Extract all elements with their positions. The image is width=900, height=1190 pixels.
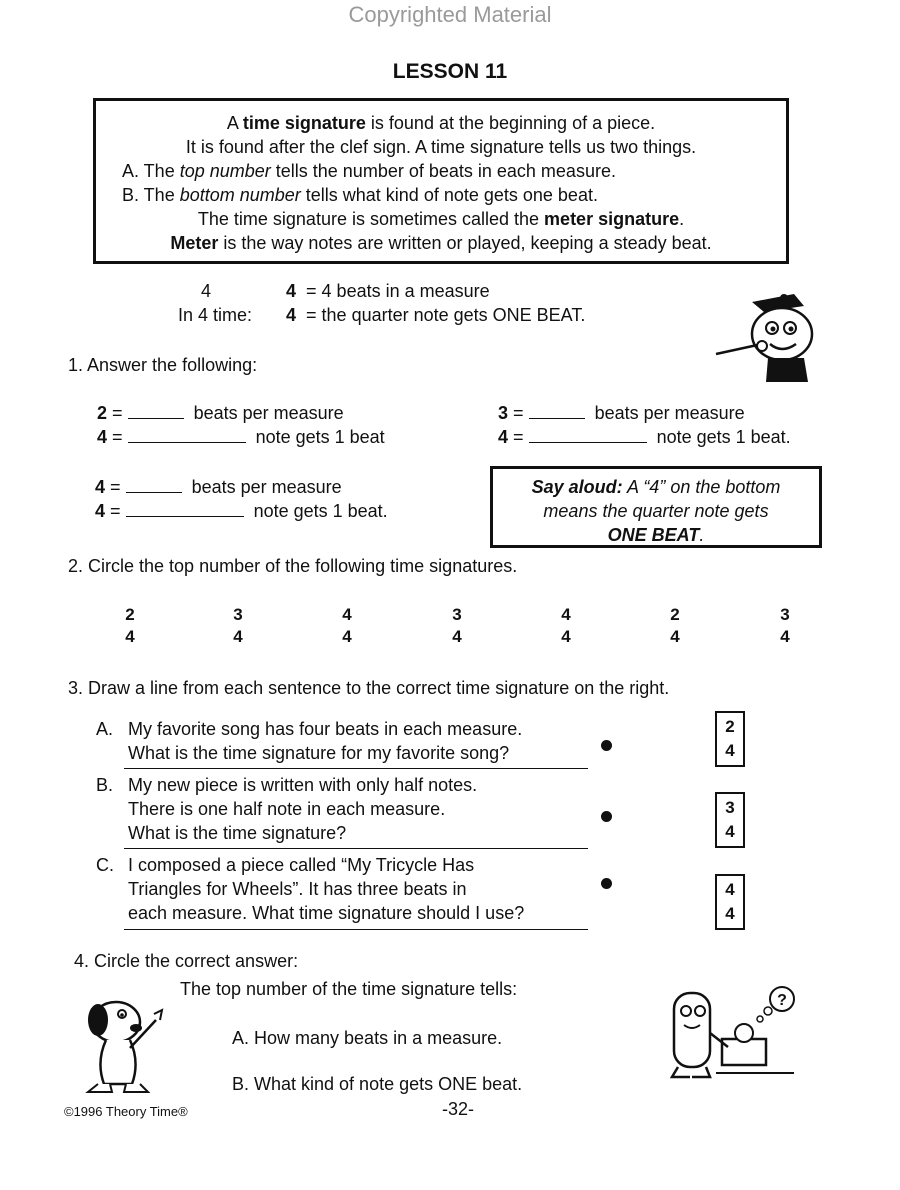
connector-dot-a[interactable] (601, 740, 612, 751)
teacher-cartoon-illustration (712, 288, 828, 384)
answer-option-b[interactable]: B. What kind of note gets ONE beat. (232, 1074, 523, 1094)
example-row-1: 4 = 4 beats in a measure (286, 281, 490, 301)
time-signature[interactable]: 4 4 (342, 605, 352, 646)
sentence-b: My new piece is written with only half notes. There is one half note in each measure. What is the time signature? (128, 775, 478, 843)
time-signature[interactable]: 3 4 (452, 605, 462, 646)
sentence-divider (124, 848, 588, 849)
say-aloud-line-3: ONE BEAT. (607, 525, 705, 545)
q1-item-3-note: 4 = note gets 1 beat. (95, 501, 388, 521)
q1-item-2-beats: 3 = beats per measure (498, 403, 745, 423)
page-number: -32- (442, 1099, 475, 1119)
sentence-a-letter: A. (96, 719, 114, 739)
time-signature[interactable]: 2 4 (670, 605, 680, 646)
copyright-footer: ©1996 Theory Time® (64, 1104, 188, 1119)
sentence-c: I composed a piece called “My Tricycle Has Triangles for Wheels”. It has three beats in each measure. What time signature should I use? (128, 855, 525, 923)
connector-dot-b[interactable] (601, 811, 612, 822)
time-signature-box[interactable]: 2 4 (715, 711, 745, 767)
time-signature-box[interactable]: 3 4 (715, 792, 745, 848)
example-row-2: 4 = the quarter note gets ONE BEAT. (286, 305, 586, 325)
question-2-heading: 2. Circle the top number of the following time signatures. (68, 556, 518, 576)
q1-item-3-beats: 4 = beats per measure (95, 477, 342, 497)
info-line-4: B. The bottom number tells what kind of note gets one beat. (122, 185, 598, 205)
time-signature[interactable]: 4 4 (561, 605, 571, 646)
sentence-a: My favorite song has four beats in each measure. What is the time signature for my favorite song? (128, 719, 523, 763)
answer-option-a[interactable]: A. How many beats in a measure. (232, 1028, 503, 1048)
q1-item-2-note: 4 = note gets 1 beat. (498, 427, 791, 447)
sentence-b-letter: B. (96, 775, 114, 795)
info-line-5: The time signature is sometimes called the meter signature. (197, 209, 685, 229)
answer-blank[interactable] (529, 428, 647, 443)
answer-blank[interactable] (529, 404, 585, 419)
q1-item-1-note: 4 = note gets 1 beat (97, 427, 385, 447)
answer-blank[interactable] (126, 478, 182, 493)
info-line-2: It is found after the clef sign. A time signature tells us two things. (185, 137, 697, 157)
info-line-3: A. The top number tells the number of beats in each measure. (122, 161, 616, 181)
time-signature[interactable]: 2 4 (125, 605, 135, 646)
info-line-1: A time signature is found at the beginning of a piece. (226, 113, 656, 133)
time-signature[interactable]: 3 4 (233, 605, 243, 646)
watermark: Copyrighted Material (348, 2, 552, 27)
example-top-number: 4 (201, 281, 212, 301)
time-signature-box[interactable]: 4 4 (715, 874, 745, 930)
answer-blank[interactable] (126, 502, 244, 517)
answer-blank[interactable] (128, 428, 246, 443)
question-1-heading: 1. Answer the following: (68, 355, 258, 375)
dog-cartoon-illustration (76, 992, 168, 1096)
say-aloud-line-2: means the quarter note gets (543, 501, 769, 521)
say-aloud-line-1: Say aloud: A “4” on the bottom (531, 477, 781, 497)
say-aloud-box (490, 466, 822, 548)
info-line-6: Meter is the way notes are written or played, keeping a steady beat. (170, 233, 712, 253)
question-4-heading: 4. Circle the correct answer: (74, 951, 299, 971)
time-signature[interactable]: 3 4 (780, 605, 790, 646)
sentence-c-letter: C. (96, 855, 114, 875)
sentence-divider (124, 929, 588, 930)
question-3-heading: 3. Draw a line from each sentence to the correct time signature on the right. (68, 678, 670, 698)
question-bubble-text: ? (777, 992, 787, 1009)
lesson-title: LESSON 11 (392, 60, 508, 83)
definition-box (93, 98, 789, 264)
connector-dot-c[interactable] (601, 878, 612, 889)
character-question-illustration (662, 985, 802, 1081)
sentence-divider (124, 768, 588, 769)
q1-item-1-beats: 2 = beats per measure (97, 403, 344, 423)
example-label: In 4 time: (178, 305, 253, 325)
answer-blank[interactable] (128, 404, 184, 419)
question-4-prompt: The top number of the time signature tells: (180, 979, 518, 999)
